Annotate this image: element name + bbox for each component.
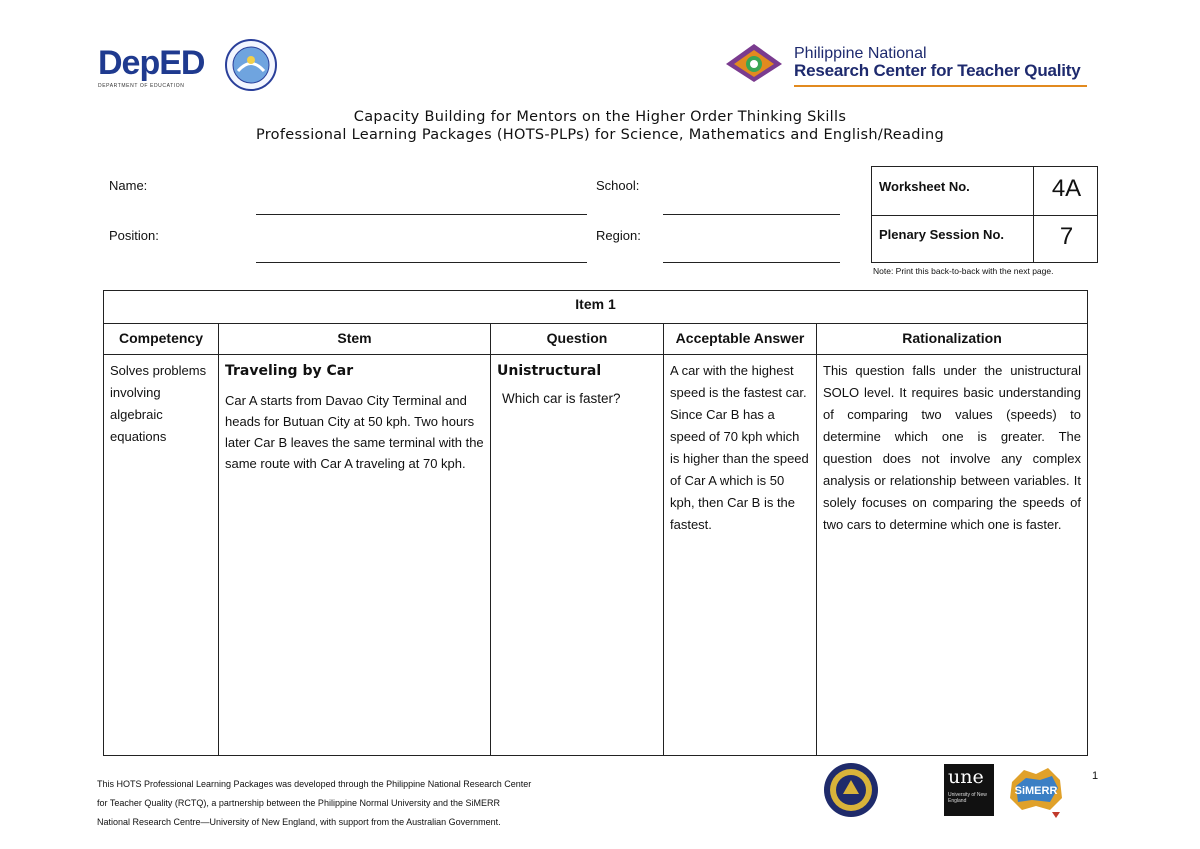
acceptable-answer-cell: A car with the highest speed is the fastest car. Since Car B has a speed of 70 kph which is higher than the speed of Car A which is 50 kph, then Car B is the fastest. [664, 355, 817, 756]
region-field[interactable] [663, 262, 840, 263]
worksheet-info-box [871, 166, 1098, 263]
school-field[interactable] [663, 214, 840, 215]
school-label: School: [596, 178, 640, 193]
une-logo [944, 764, 994, 816]
question-level: Unistructural [497, 363, 602, 379]
header-question: Question [491, 324, 664, 355]
footer-line2: for Teacher Quality (RCTQ), a partnership between the Philippine Normal University and the SiMERR [97, 798, 501, 808]
item-table [103, 290, 1088, 756]
name-field[interactable] [256, 214, 587, 215]
header-competency: Competency [104, 324, 219, 355]
une-logo-text: une [948, 766, 984, 788]
footer-credits [97, 775, 531, 832]
session-number-value: 7 [1033, 215, 1099, 263]
rationalization-cell: This question falls under the unistructural SOLO level. It requires basic understanding of comparing two values (speeds) to determine which one is greater. The question does not involve any complex analysis or relationship between variables. It solely focuses on comparing the speeds of two cars to determine which one is faster. [817, 355, 1088, 756]
header-stem: Stem [219, 324, 491, 355]
worksheet-number-label: Worksheet No. [879, 179, 970, 194]
footer-line3: National Research Centre—University of New England, with support from the Australian Government. [97, 817, 501, 827]
simerr-logo-text: SiMERR [1014, 785, 1058, 797]
position-label: Position: [109, 228, 159, 243]
worksheet-number-row [872, 167, 1097, 216]
question-text: Which car is faster? [502, 391, 621, 406]
stem-body: Car A starts from Davao City Terminal and heads for Butuan City at 50 kph. Two hours later Car B leaves the same terminal with the same route with Car A traveling at 70 kph. [225, 393, 484, 471]
rctq-logo-icon [724, 42, 784, 84]
header-acceptable-answer: Acceptable Answer [664, 324, 817, 355]
table-row [104, 355, 1088, 756]
page-number: 1 [1092, 770, 1099, 782]
deped-logo [98, 44, 210, 92]
document-title-line2: Professional Learning Packages (HOTS-PLPs) for Science, Mathematics and English/Reading [255, 127, 945, 143]
stem-title: Traveling by Car [225, 363, 354, 379]
deped-seal-icon [224, 38, 278, 92]
pnu-seal-icon [823, 762, 879, 818]
item-title: Item 1 [104, 291, 1088, 324]
worksheet-number-value: 4A [1033, 167, 1099, 215]
footer-line1: This HOTS Professional Learning Packages was developed through the Philippine National Research Center [97, 779, 532, 789]
stem-cell [219, 355, 491, 756]
simerr-logo-icon [1006, 760, 1066, 820]
position-field[interactable] [256, 262, 587, 263]
question-cell [491, 355, 664, 756]
deped-logo-text: DepED [98, 44, 205, 82]
une-logo-subtext: University of New England [948, 792, 987, 804]
rctq-underline [794, 85, 1087, 87]
table-header-row [104, 324, 1088, 355]
session-number-label: Plenary Session No. [879, 227, 1004, 242]
rctq-name-line1: Philippine National [794, 45, 927, 62]
print-note: Note: Print this back-to-back with the next page. [873, 266, 1054, 276]
session-number-row [872, 215, 1097, 263]
competency-cell: Solves problems involving algebraic equations [104, 355, 219, 756]
deped-logo-subtext: DEPARTMENT OF EDUCATION [98, 83, 185, 89]
header-rationalization: Rationalization [817, 324, 1088, 355]
region-label: Region: [596, 228, 641, 243]
document-title-line1: Capacity Building for Mentors on the Higher Order Thinking Skills [353, 109, 847, 125]
rctq-name-line2: Research Center for Teacher Quality [794, 61, 1081, 80]
name-label: Name: [109, 178, 148, 193]
